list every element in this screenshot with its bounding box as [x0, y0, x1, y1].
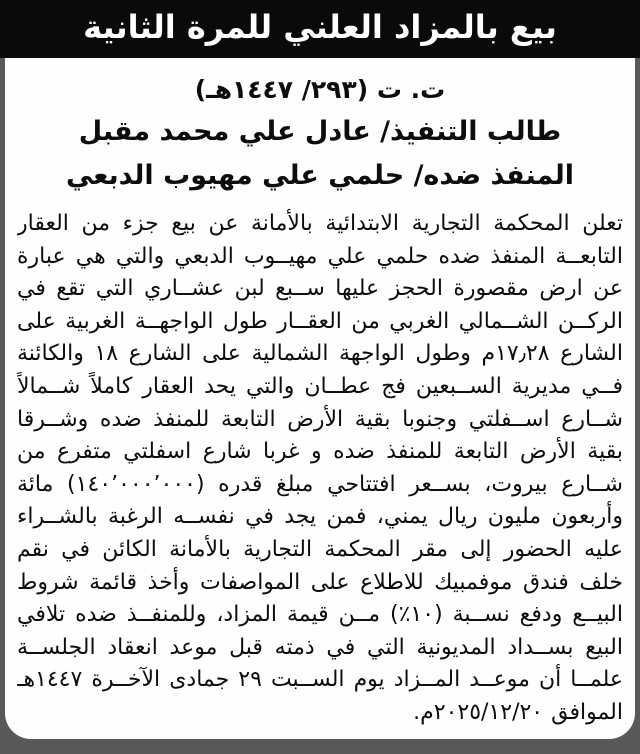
notice-frame: [0, 58, 640, 754]
body-line: البيع بســداد المديونية التي في ذمته قبل موعد انعقاد الجلســة: [17, 634, 623, 660]
case-reference: ت. ت (٢٩٣/ ١٤٤٧هـ): [194, 75, 446, 104]
body-line: الشارع ١٧٫٢٨م وطول الواجهة الشمالية على الشارع ١٨ والكائنة: [17, 341, 623, 367]
body-line: شــارع اســفلتي وجنوبا بقية الأرض التابعة للمنفذ ضده وشــرقا: [17, 406, 623, 432]
auction-header-title: بيع بالمزاد العلني للمرة الثانية: [83, 8, 557, 46]
body-line-date: الموافق ٢٠٢٥/١٢/٢٠م.: [413, 699, 623, 725]
body-line: التابعــة المنفذ ضده حلمي علي مهيــوب الدبعي والتي هي عبارة: [17, 243, 623, 269]
notice-body: [17, 208, 623, 730]
execution-requester-line: طالب التنفيذ/ عادل علي محمد مقبل: [78, 116, 562, 147]
body-line: البيــع ودفع نســبة (١٠٪) مــن قيمة المزاد، وللمنفــذ ضده تلافي: [17, 602, 623, 628]
body-line: تعلن المحكمة التجارية الابتدائية بالأمانة عن بيع جزء من العقار: [17, 211, 623, 236]
body-line: وأربعون مليون ريال يمني، فمن يجد في نفســه الرغبة بالشــراء: [17, 504, 623, 530]
body-line: علمــا أن موعــد المــزاد يوم الســبت ٢٩ جمادى الآخــرة ١٤٤٧هـ: [17, 667, 623, 693]
auction-header-bar: [0, 0, 640, 58]
body-line: الركــن الشــمالي الغربي من العقــار طول الواجهــة الغربية على: [17, 308, 623, 334]
body-line: عليه الحضور إلى مقر المحكمة التجارية بالأمانة الكائن في نقم: [17, 536, 623, 562]
body-line: خلف فندق موفمبيك للاطلاع على المواصفات وأخذ قائمة شروط: [17, 569, 623, 595]
body-line: عن ارض مقصورة الحجز عليها ســبع لبن عشــاري التي تقع في: [17, 276, 623, 302]
executed-against-line: المنفذ ضده/ حلمي علي مهيوب الدبعي: [65, 160, 575, 191]
body-line: فــي مديرية الســبعين فج عطــان والتي يحد العقار كاملاً شــمالاً: [17, 373, 623, 399]
notice-paper: [5, 58, 635, 739]
body-line: شــارع بيروت، بســعر افتتاحي مبلغ قدره (١٤٠٬٠٠٠٬٠٠٠) مائة: [17, 471, 623, 497]
body-line: بقية الأرض التابعة للمنفذ ضده و غربا شارع اسفلتي متفرع من: [17, 439, 623, 465]
